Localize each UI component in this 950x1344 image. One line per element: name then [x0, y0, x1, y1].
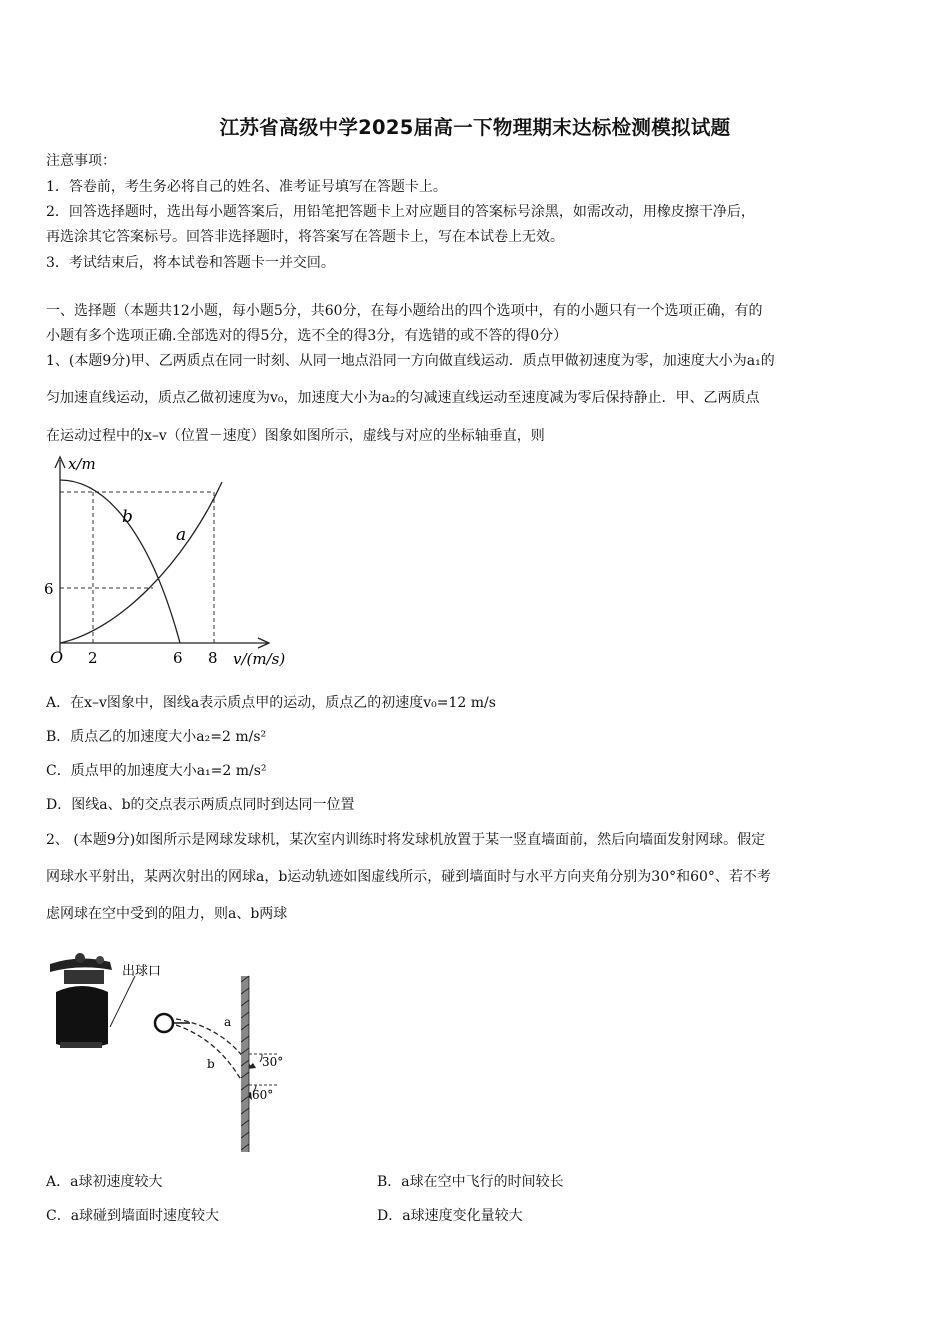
- q1-stem-2: 匀加速直线运动，质点乙做初速度为v₀，加速度大小为a₂的匀减速直线运动至速度减为零后保持静止．甲、乙两质点: [46, 390, 760, 406]
- q2-stem-1: 2、 (本题9分)如图所示是网球发球机，某次室内训练时将发球机放置于某一竖直墙面前，然后向墙面发射网球。假定: [46, 832, 766, 848]
- launcher-machine-icon: [50, 953, 112, 1048]
- angle-b-label: 60°: [252, 1088, 274, 1102]
- outlet-label: 出球口: [122, 964, 162, 979]
- path-b-label: b: [207, 1057, 215, 1071]
- angle-a-label: 30°: [262, 1055, 284, 1069]
- q1-option-c[interactable]: C．质点甲的加速度大小a₁=2 m/s²: [46, 763, 267, 779]
- curve-a: [60, 482, 222, 643]
- x-tick-8: 8: [208, 649, 218, 667]
- q1-stem-1: 1、(本题9分)甲、乙两质点在同一时刻、从同一地点沿同一方向做直线运动．质点甲做初速度为零，加速度大小为a₁的: [46, 353, 775, 369]
- q2-option-d[interactable]: D．a球速度变化量较大: [377, 1208, 523, 1224]
- path-a-label: a: [224, 1015, 232, 1029]
- x-tick-2: 2: [88, 649, 98, 667]
- notice-heading: 注意事项：: [46, 153, 116, 169]
- q2-stem-2: 网球水平射出，某两次射出的网球a，b运动轨迹如图虚线所示，碰到墙面时与水平方向夹角分别为30°和60°、若不考: [46, 869, 771, 885]
- notice-item-2-cont: 再选涂其它答案标号。回答非选择题时，将答案写在答题卡上，写在本试卷上无效。: [46, 229, 564, 245]
- q1-stem-3: 在运动过程中的x–v（位置－速度）图象如图所示，虚线与对应的坐标轴垂直，则: [46, 428, 545, 444]
- q2-option-b[interactable]: B．a球在空中飞行的时间较长: [377, 1174, 564, 1190]
- page-title: 江苏省高级中学2025届高一下物理期末达标检测模拟试题: [219, 116, 731, 139]
- x-axis-label: v/(m/s): [233, 650, 286, 668]
- curve-b: [60, 480, 180, 643]
- notice-item-1: 1．答卷前，考生务必将自己的姓名、准考证号填写在答题卡上。: [46, 179, 447, 195]
- q2-option-a[interactable]: A．a球初速度较大: [46, 1174, 163, 1190]
- origin-label: O: [50, 648, 64, 667]
- section-intro-1: 一、选择题（本题共12小题，每小题5分，共60分，在每小题给出的四个选项中，有的小题只有一个选项正确，有的: [46, 303, 763, 319]
- ball-icon: [155, 1014, 173, 1032]
- xv-graph: [40, 452, 300, 674]
- curve-b-label: b: [122, 507, 133, 527]
- outlet-pointer: [110, 976, 135, 1027]
- q1-option-d[interactable]: D．图线a、b的交点表示两质点同时到达同一位置: [46, 797, 355, 813]
- q2-option-c[interactable]: C．a球碰到墙面时速度较大: [46, 1208, 220, 1224]
- tennis-launcher-figure: [40, 942, 310, 1157]
- notice-item-2: 2．回答选择题时，选出每小题答案后，用铅笔把答题卡上对应题目的答案标号涂黑，如需改动，用橡皮擦干净后，: [46, 204, 755, 220]
- q1-option-a[interactable]: A．在x–v图象中，图线a表示质点甲的运动，质点乙的初速度v₀=12 m/s: [46, 695, 496, 711]
- notice-item-3: 3．考试结束后，将本试卷和答题卡一并交回。: [46, 255, 335, 271]
- y-tick-6: 6: [44, 580, 54, 598]
- q1-option-b[interactable]: B．质点乙的加速度大小a₂=2 m/s²: [46, 729, 267, 745]
- y-axis-label: x/m: [68, 455, 96, 473]
- section-intro-2: 小题有多个选项正确.全部选对的得5分，选不全的得3分，有选错的或不答的得0分）: [46, 328, 568, 344]
- x-tick-6: 6: [173, 649, 183, 667]
- curve-a-label: a: [176, 525, 187, 545]
- q2-stem-3: 虑网球在空中受到的阻力，则a、b两球: [46, 906, 288, 922]
